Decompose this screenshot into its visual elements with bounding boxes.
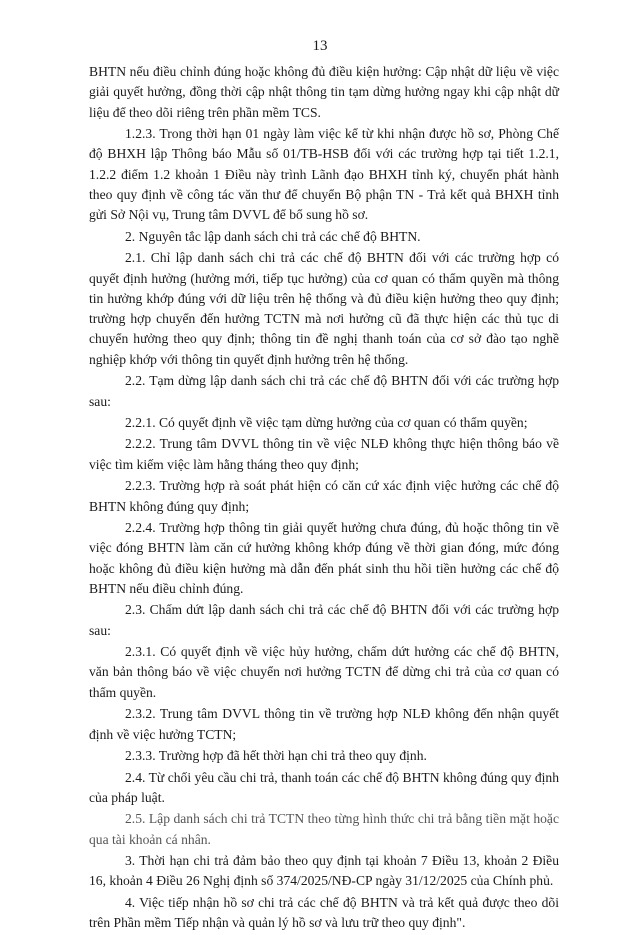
paragraph: 3. Thời hạn chi trả đảm bảo theo quy định tại khoản 7 Điều 13, khoản 2 Điều 16, khoản 4 Điều 26 Nghị định số 374/2025/NĐ-CP ngày 31/12/2025 của Chính phủ. [89,853,559,889]
paragraph: 2.1. Chỉ lập danh sách chi trả các chế độ BHTN đối với các trường hợp có quyết định hưởng (hưởng mới, tiếp tục hưởng) của cơ quan có thẩm quyền mà thông tin hưởng khớp đúng với dữ liệu trên hệ thống và đủ điều kiện hưởng theo quy định; trường hợp chuyển đến hưởng TCTN mà nơi hưởng cũ đã thực hiện các thủ tục di chuyển hưởng theo quy định; thông tin đề nghị thanh toán của cơ sở đào tạo nghề nghiệp khớp với thông tin quyết định hưởng trên hệ thống. [89,250,559,367]
paragraph: 2.5. Lập danh sách chi trả TCTN theo từng hình thức chi trả bằng tiền mặt hoặc qua tài khoản cá nhân. [89,811,559,847]
paragraph: 2.4. Từ chối yêu cầu chi trả, thanh toán các chế độ BHTN không đúng quy định của pháp luật. [89,769,559,805]
paragraph: 2.2.2. Trung tâm DVVL thông tin về việc NLĐ không thực hiện thông báo về việc tìm kiếm việc làm hằng tháng theo quy định; [89,436,559,472]
paragraph: BHTN nếu điều chỉnh đúng hoặc không đủ điều kiện hưởng: Cập nhật dữ liệu về việc giải quyết hưởng, đồng thời cập nhật thông tin tạm dừng hưởng ngay khi cập nhật dữ liệu để theo dõi riêng trên phần mềm TCS. [89,64,559,120]
document-body [89,62,559,935]
paragraph: 2.2.3. Trường hợp rà soát phát hiện có căn cứ xác định việc hưởng các chế độ BHTN không đúng quy định; [89,478,559,514]
paragraph: 2. Nguyên tắc lập danh sách chi trả các chế độ BHTN. [125,228,421,244]
paragraph: 1.2.3. Trong thời hạn 01 ngày làm việc kể từ khi nhận được hồ sơ, Phòng Chế độ BHXH lập Thông báo Mẫu số 01/TB-HSB đối với các trường hợp tại tiết 1.2.1, 1.2.2 điểm 1.2 khoản 1 Điều này trình Lãnh đạo BHXH tỉnh ký, chuyển phát hành theo quy định về công tác văn thư để chuyển Bộ phận TN - Trả kết quả BHXH tỉnh gửi Sở Nội vụ, Trung tâm DVVL để bổ sung hồ sơ. [89,126,559,223]
paragraph: 4. Việc tiếp nhận hồ sơ chi trả các chế độ BHTN và trả kết quả được theo dõi trên Phần mềm Tiếp nhận và quản lý hồ sơ và lưu trữ theo quy định". [89,894,559,931]
paragraph: 2.2.1. Có quyết định về việc tạm dừng hưởng của cơ quan có thẩm quyền; [125,414,528,430]
paragraph: 2.2. Tạm dừng lập danh sách chi trả các chế độ BHTN đối với các trường hợp sau: [89,373,559,409]
paragraph: 2.3. Chấm dứt lập danh sách chi trả các chế độ BHTN đối với các trường hợp sau: [89,602,559,638]
paragraph: 2.3.2. Trung tâm DVVL thông tin về trường hợp NLĐ không đến nhận quyết định về việc hưởng TCTN; [89,706,559,742]
paragraph: 2.2.4. Trường hợp thông tin giải quyết hưởng chưa đúng, đủ hoặc thông tin về việc đóng BHTN làm căn cứ hưởng không khớp đúng về thời gian đóng, mức đóng hoặc không đủ điều kiện hưởng mà dẫn đến phát sinh thu hồi tiền hưởng các chế độ BHTN nếu điều chỉnh đúng. [89,520,559,596]
paragraph: 2.3.1. Có quyết định về việc hủy hưởng, chấm dứt hưởng các chế độ BHTN, văn bản thông báo về việc chuyển nơi hưởng TCTN để dừng chi trả của cơ quan có thẩm quyền. [89,644,559,700]
paragraph: 2.3.3. Trường hợp đã hết thời hạn chi trả theo quy định. [125,748,427,764]
page-number: 13 [312,38,328,54]
